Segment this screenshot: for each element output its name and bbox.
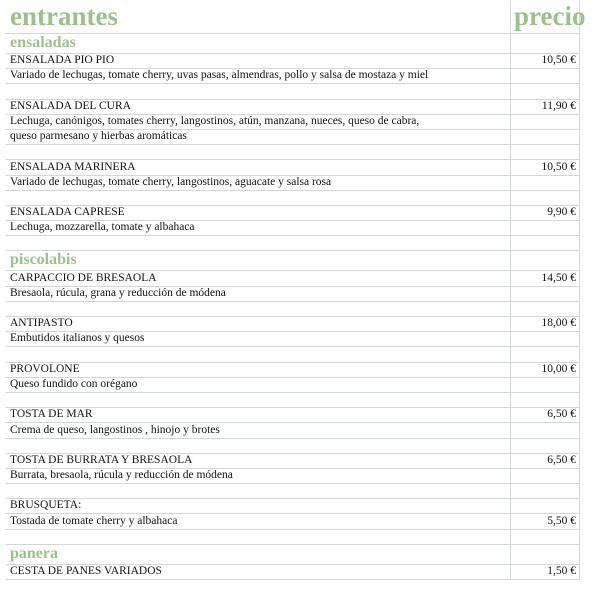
menu-item-row [6,499,580,514]
menu-rows [6,34,580,580]
menu-item-row [6,271,580,286]
item-description: Tostada de tomate cherry y albahaca [10,514,178,527]
item-description: Lechuga, canónigos, tomates cherry, langostinos, atún, manzana, nueces, queso de cabra, [10,114,420,127]
item-description: queso parmesano y hierbas aromáticas [10,130,187,143]
item-description: Burrata, bresaola, rúcula y reducción de módena [10,469,233,482]
item-description-row [6,115,580,130]
item-name: ANTIPASTO [10,317,73,330]
spacer-row [6,191,580,206]
item-description: Crema de queso, langostinos , hinojo y brotes [10,423,220,436]
item-description: Variado de lechugas, tomate cherry, uvas pasas, almendras, pollo y salsa de mostaza y miel [10,69,429,82]
item-price: 10,50 € [541,160,576,173]
menu-item-row [6,363,580,378]
item-price: 18,00 € [541,317,576,330]
spacer-row [6,236,580,251]
menu-table [6,0,586,580]
item-description-row [6,176,580,191]
item-description: Bresaola, rúcula, grana y reducción de módena [10,286,226,299]
item-name: ENSALADA CAPRESE [10,206,125,219]
item-name: CESTA DE PANES VARIADOS [10,565,162,577]
spacer-row [6,302,580,317]
item-description-row [6,221,580,236]
item-name: CARPACCIO DE BRESAOLA [10,271,157,284]
item-description-row [6,130,580,145]
item-name: PROVOLONE [10,362,80,375]
menu-header [6,0,586,34]
section-heading: panera [10,544,58,562]
price-column-title: precio [514,1,586,31]
section-heading: ensaladas [10,34,76,51]
menu-item-row [6,160,580,175]
spacer-row [6,145,580,160]
menu-item-row [6,454,580,469]
section-heading-row [6,251,580,271]
spacer-row [6,484,580,499]
section-heading-row [6,545,580,565]
section-heading: piscolabis [10,251,77,269]
item-description: Queso fundido con orégano [10,377,138,390]
item-price: 6,50 € [547,408,576,421]
item-description: Variado de lechugas, tomate cherry, langostinos, aguacate y salsa rosa [10,175,332,188]
item-price: 6,50 € [547,453,576,466]
spacer-row [6,439,580,454]
item-name: TOSTA DE MAR [10,408,93,421]
menu-item-row [6,54,580,69]
item-name: BRUSQUETA: [10,499,82,512]
spacer-row [6,530,580,545]
item-price: 9,90 € [547,206,576,219]
menu-item-row [6,206,580,221]
item-name: ENSALADA PIO PIO [10,54,115,67]
item-price: 5,50 € [547,514,576,527]
item-description-row [6,378,580,393]
item-description-row [6,423,580,438]
spacer-row [6,84,580,99]
item-description-row [6,69,580,84]
section-heading-row [6,34,580,54]
menu-item-row [6,565,580,580]
menu-item-row [6,408,580,423]
menu-title: entrantes [10,1,118,31]
item-name: TOSTA DE BURRATA Y BRESAOLA [10,453,193,466]
spacer-row [6,347,580,362]
menu-item-row [6,317,580,332]
item-price: 14,50 € [541,271,576,284]
spacer-row [6,393,580,408]
item-price: 1,50 € [547,565,576,577]
item-price: 10,00 € [541,362,576,375]
item-description-row [6,287,580,302]
item-price: 11,90 € [541,99,576,112]
item-description-row [6,514,580,529]
item-name: ENSALADA MARINERA [10,160,136,173]
item-description-row [6,469,580,484]
item-name: ENSALADA DEL CURA [10,99,131,112]
item-price: 10,50 € [541,54,576,67]
item-description-row [6,332,580,347]
item-description: Lechuga, mozzarella, tomate y albahaca [10,221,195,234]
item-description: Embutidos italianos y quesos [10,332,145,345]
menu-item-row [6,100,580,115]
